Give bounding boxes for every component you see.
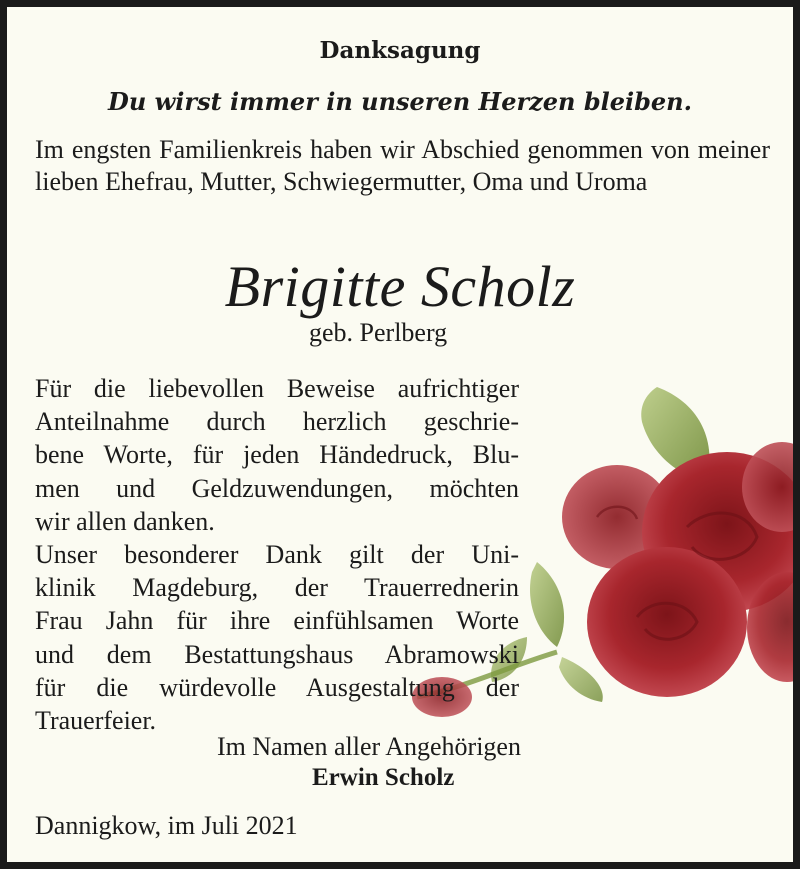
signature-line: Im Namen aller Angehörigen <box>217 732 521 761</box>
signature-name: Erwin Scholz <box>312 764 455 791</box>
place-date: Dannigkow, im Juli 2021 <box>35 811 298 840</box>
thanks-line: men und Geldzuwendungen, möchten <box>35 473 519 503</box>
memorial-motto: Du wirst immer in unseren Herzen bleiben. <box>108 87 692 116</box>
birth-name: geb. Perlberg <box>309 318 448 347</box>
thanks-line: für die würdevolle Ausgestaltung der <box>35 672 519 702</box>
thanks-line: Frau Jahn für ihre einfühlsamen Worte <box>35 606 519 636</box>
thanks-line: Anteilnahme durch herzlich geschrie- <box>35 407 519 437</box>
thanks-line: wir allen danken. <box>35 506 215 536</box>
thanks-line: Für die liebevollen Beweise aufrichtiger <box>35 374 519 403</box>
thanks-line: Unser besonderer Dank gilt der Uni- <box>35 540 519 570</box>
deceased-name: Brigitte Scholz <box>224 254 576 319</box>
notice-heading: Danksagung <box>319 37 481 64</box>
thanks-line: bene Worte, für jeden Händedruck, Blu- <box>35 440 519 470</box>
intro-paragraph: Im engsten Familienkreis haben wir Abschied genommen von meiner lieben Ehefrau, Mutter, Schwiegermutter, Oma und Uroma <box>35 135 770 196</box>
thanks-paragraph <box>35 372 519 737</box>
thanks-line: Trauerfeier. <box>35 706 157 736</box>
thanks-line: und dem Bestattungshaus Abramowski <box>35 639 519 669</box>
thanks-line: klinik Magdeburg, der Trauerrednerin <box>35 573 519 603</box>
